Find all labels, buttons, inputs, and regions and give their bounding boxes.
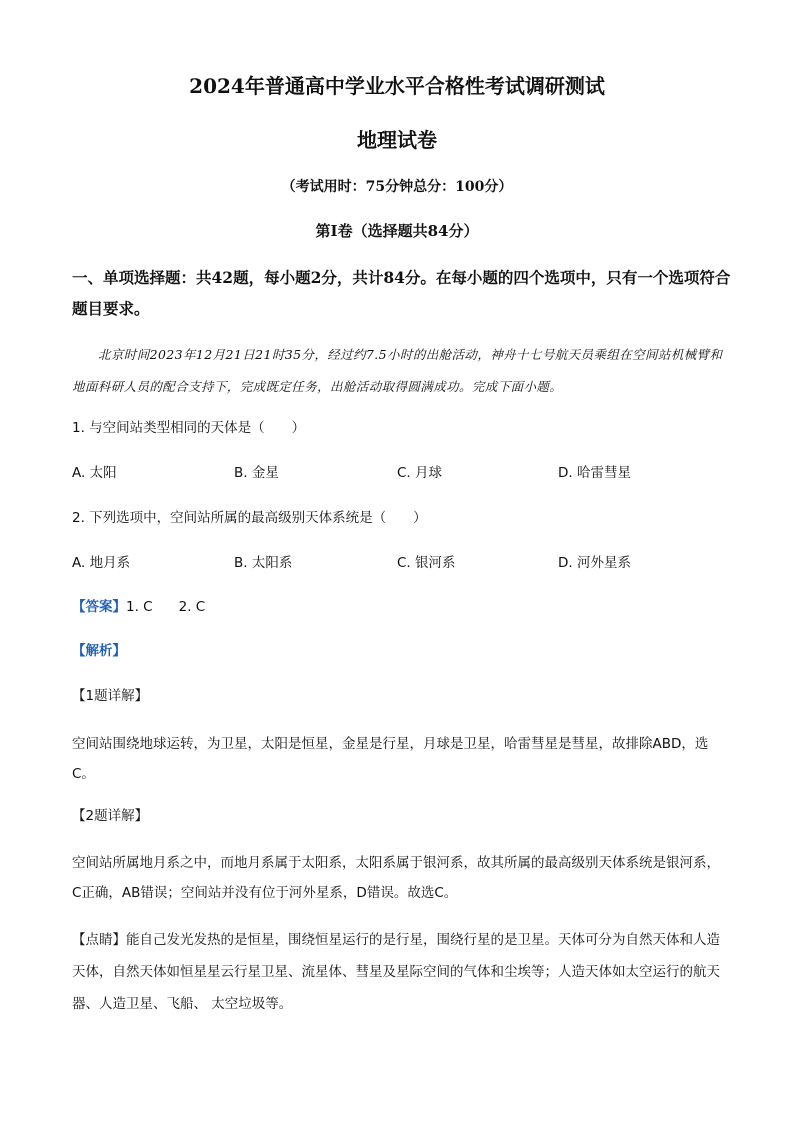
tip-tag: 【点睛】	[72, 932, 126, 948]
volume-title: 第Ⅰ卷（选择题共84分）	[315, 222, 479, 240]
exam-title: 2024年普通高中学业水平合格性考试调研测试	[189, 74, 605, 98]
tip-paragraph	[72, 924, 727, 1020]
analysis-tag	[72, 639, 727, 659]
option-b: B. 金星	[234, 465, 279, 481]
section-heading: 一、单项选择题：共42题，每小题2分，共计84分。在每小题的四个选项中，只有一个选项符合题目要求。	[72, 268, 731, 318]
detail-1-text: 空间站围绕地球运转，为卫星，太阳是恒星，金星是行星，月球是卫星，哈雷彗星是彗星，故排除ABD，选C。	[72, 736, 709, 782]
reading-passage: 北京时间2023年12月21日21时35分，经过约7.5小时的出舱活动，神舟十七号航天员乘组在空间站机械臂和地面科研人员的配合支持下，完成既定任务，出舱活动取得圆满成功。完成下面小题。	[72, 347, 723, 394]
tip-text: 能自己发光发热的是恒星，围绕恒星运行的是行星，围绕行星的是卫星。天体可分为自然天体和人造天体，自然天体如恒星星云行星卫星、流星体、彗星及星际空间的气体和尘埃等；人造天体如太空运行的航天器、人造卫星、飞船、 太空垃圾等。	[72, 932, 720, 1012]
option-d: D. 哈雷彗星	[558, 465, 631, 481]
exam-info: （考试用时：75分钟总分：100分）	[281, 179, 513, 195]
detail-1-title: 【1题详解】	[72, 688, 149, 704]
answer-tag: 【答案】	[72, 599, 126, 615]
analysis-label: 【解析】	[72, 643, 126, 659]
option-a: A. 太阳	[72, 465, 117, 481]
subject-title: 地理试卷	[357, 128, 437, 152]
answer-1: 1. C	[126, 599, 153, 615]
option-a: A. 地月系	[72, 555, 131, 571]
option-b: B. 太阳系	[234, 555, 293, 571]
question-2-stem: 2. 下列选项中，空间站所属的最高级别天体系统是（ ）	[72, 510, 427, 526]
detail-2-text: 空间站所属地月系之中，而地月系属于太阳系，太阳系属于银河系，故其所属的最高级别天体系统是银河系，C正确，AB错误；空间站并没有位于河外星系，D错误。故选C。	[72, 855, 720, 901]
option-d: D. 河外星系	[558, 555, 631, 571]
answer-line	[72, 595, 727, 615]
detail-2-title: 【2题详解】	[72, 808, 149, 824]
option-c: C. 银河系	[397, 555, 456, 571]
answer-2: 2. C	[178, 599, 206, 615]
option-c: C. 月球	[397, 465, 443, 481]
question-1-stem: 1. 与空间站类型相同的天体是（ ）	[72, 420, 306, 436]
